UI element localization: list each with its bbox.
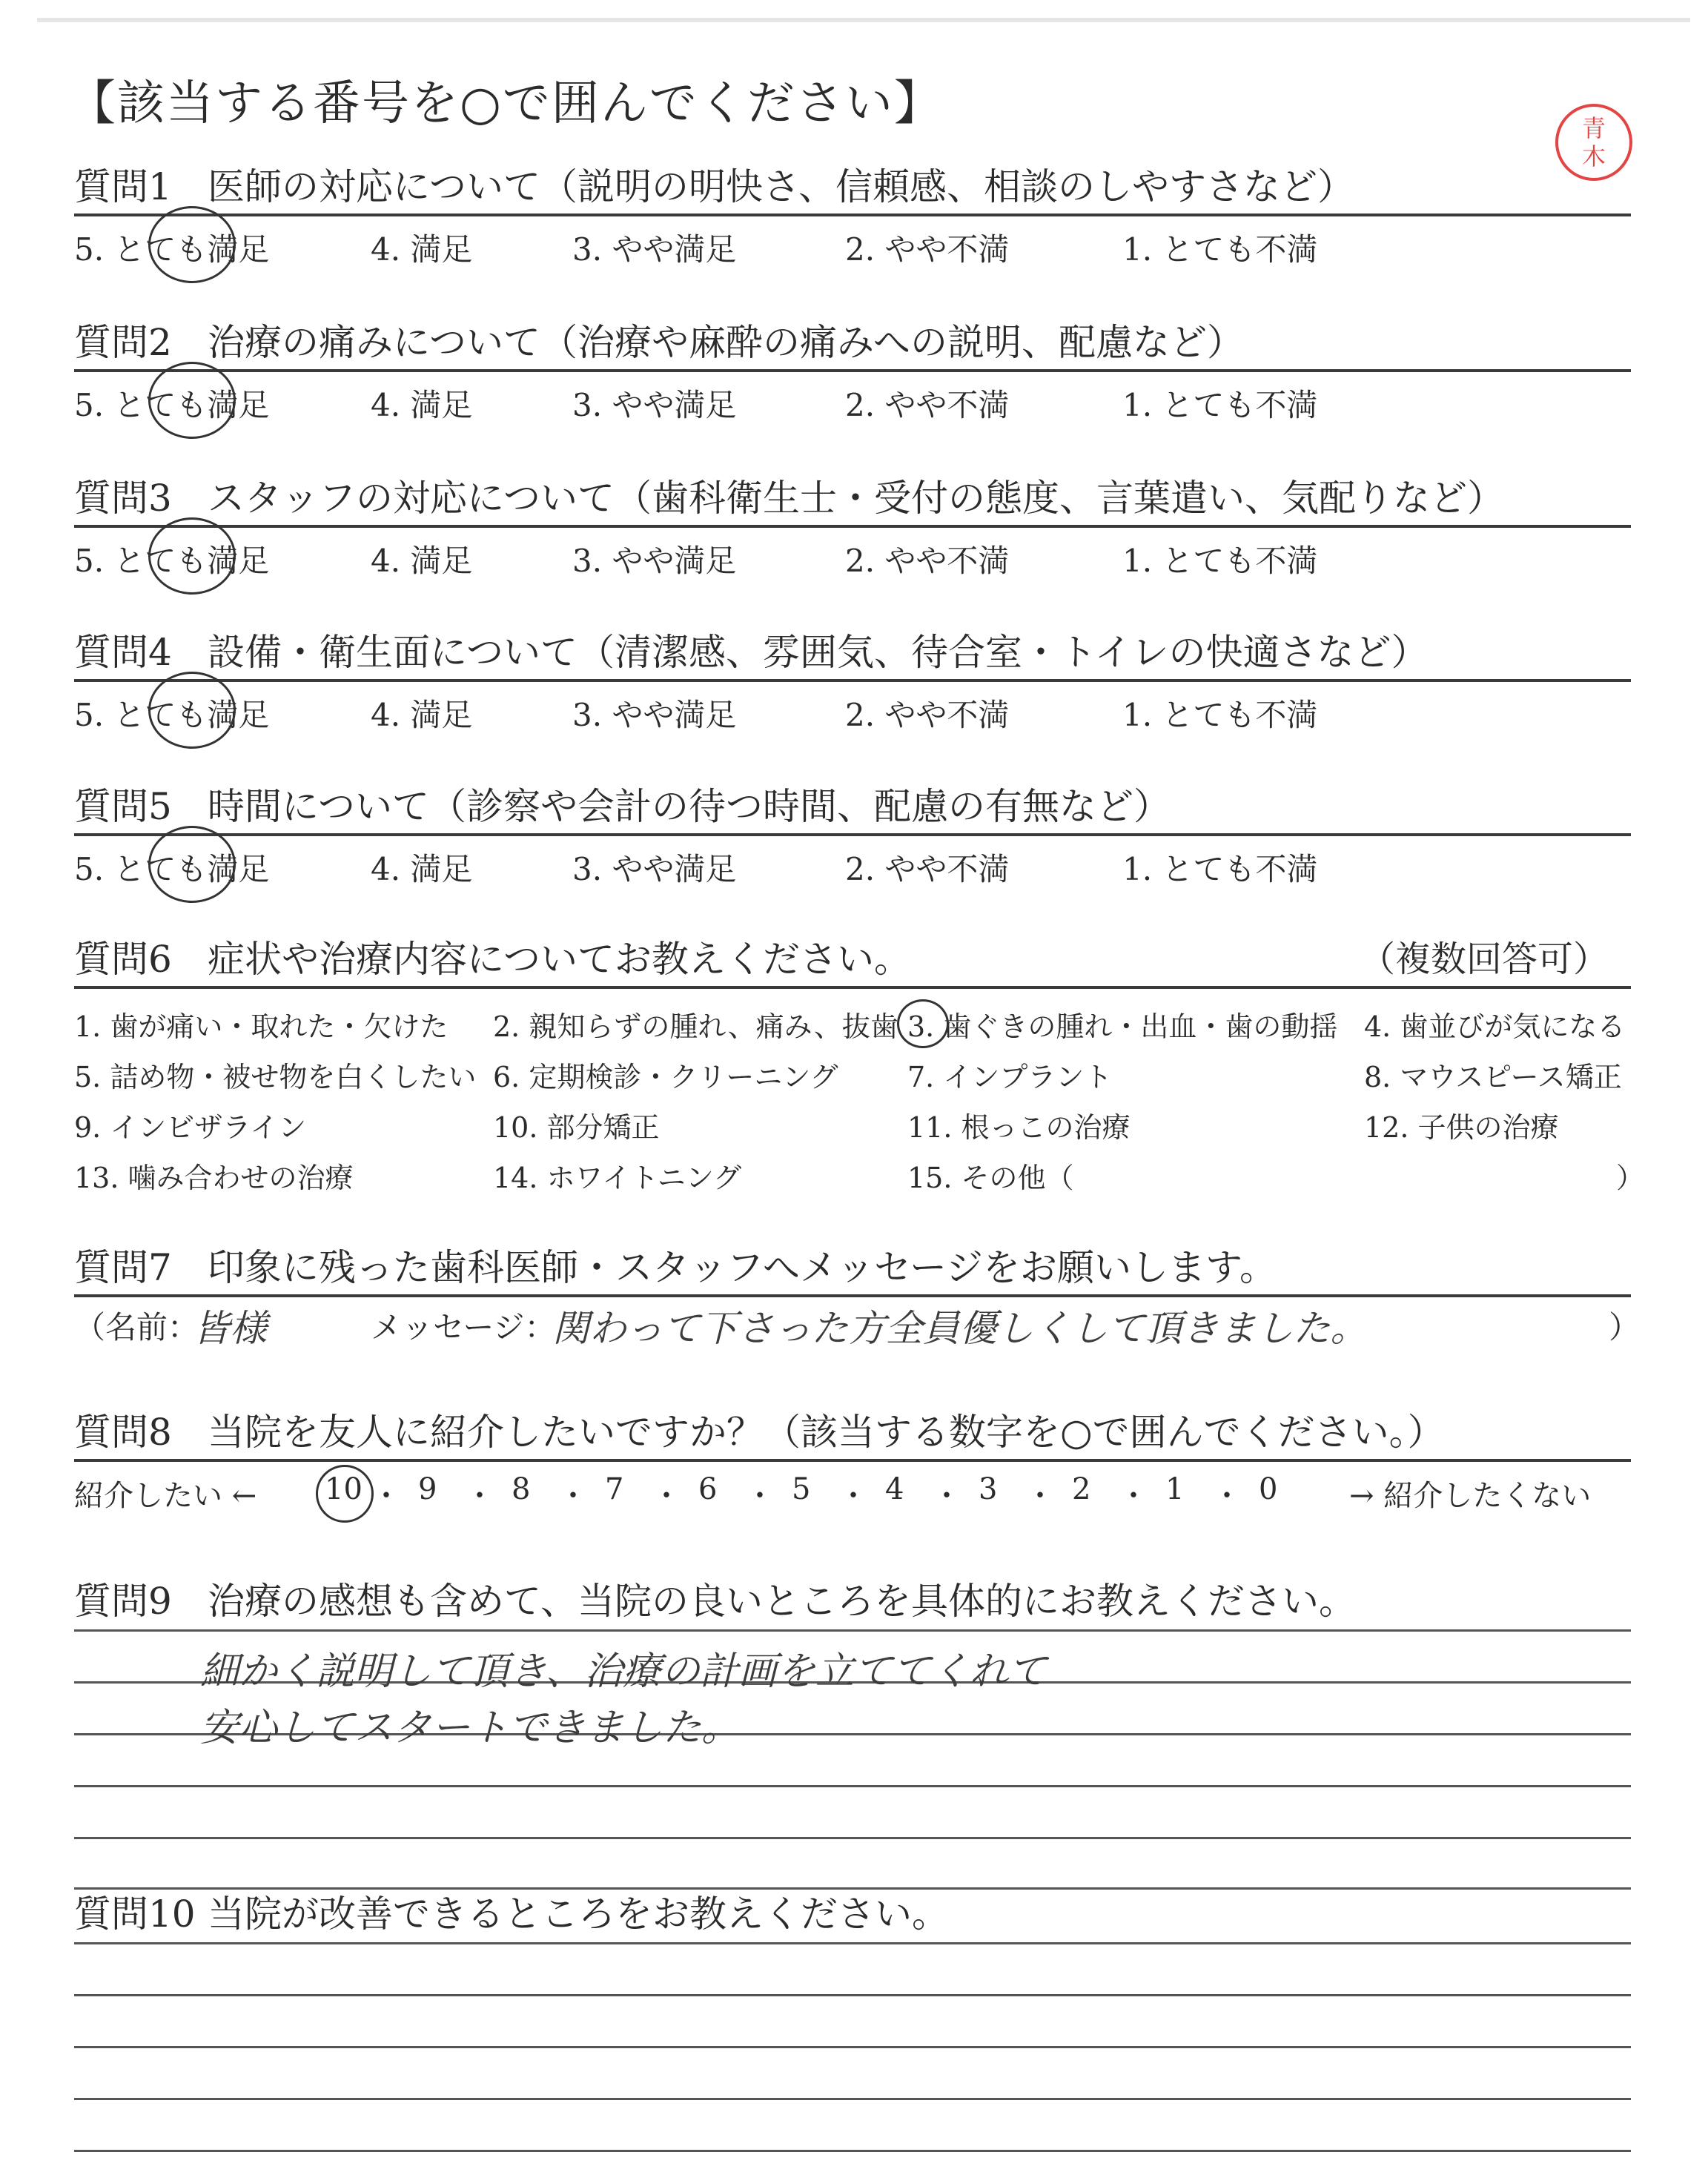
rating-option-1[interactable]: 1. とても不満 <box>1122 231 1318 268</box>
scale-value-10[interactable]: 10 <box>325 1472 363 1506</box>
rating-option-1[interactable]: 1. とても不満 <box>1122 697 1318 733</box>
selection-circle <box>148 826 236 903</box>
rating-option-5[interactable]: 5. とても満足 <box>74 231 270 268</box>
question-text: 当院を友人に紹介したいですか？（該当する数字を○で囲んでください。） <box>208 1411 1445 1454</box>
scale-value-6[interactable]: 6 <box>698 1472 718 1506</box>
rating-option-2[interactable]: 2. やや不満 <box>845 851 1010 887</box>
scale-left-label: 紹介したい ← <box>74 1479 257 1513</box>
question-text: 治療の痛みについて（治療や麻酔の痛みへの説明、配慮など） <box>208 321 1244 364</box>
rating-option-5[interactable]: 5. とても満足 <box>74 851 270 887</box>
scale-separator: ・ <box>371 1479 401 1513</box>
question-7 <box>74 1244 1641 1350</box>
symptom-option-8[interactable]: 8. マウスピース矯正 <box>1364 1061 1622 1093</box>
answer-area[interactable] <box>74 1938 1631 2175</box>
message-field[interactable]: 関わって下さった方全員優しくして頂きました。 <box>552 1307 1368 1350</box>
scale-value-2[interactable]: 2 <box>1072 1472 1091 1506</box>
question-number: 質問1 <box>74 165 172 208</box>
symptom-option-14[interactable]: 14. ホワイトニング <box>493 1162 742 1194</box>
scale-value-1[interactable]: 1 <box>1165 1472 1185 1506</box>
name-label: （名前： <box>74 1309 199 1345</box>
scale-separator: ・ <box>745 1479 775 1513</box>
question-text: 症状や治療内容についてお教えください。 <box>208 938 911 981</box>
rating-option-2[interactable]: 2. やや不満 <box>845 697 1010 733</box>
question-6 <box>74 936 1645 1204</box>
symptom-option-11[interactable]: 11. 根っこの治療 <box>907 1111 1131 1144</box>
rating-option-1[interactable]: 1. とても不満 <box>1122 387 1318 423</box>
scale-value-3[interactable]: 3 <box>979 1472 998 1506</box>
seal-stamp: 青 木 <box>1555 104 1632 181</box>
selection-circle <box>148 672 236 749</box>
scale-separator: ・ <box>932 1479 961 1513</box>
question-text: 医師の対応について（説明の明快さ、信頼感、相談のしやすさなど） <box>208 165 1354 208</box>
symptom-option-3[interactable]: 3. 歯ぐきの腫れ・出血・歯の動揺 <box>907 1010 1338 1043</box>
scale-separator: ・ <box>1025 1479 1055 1513</box>
scale-right-label: → 紹介したくない <box>1349 1479 1592 1513</box>
question-number: 質問6 <box>74 938 172 981</box>
question-10 <box>74 1890 1631 2175</box>
question-number: 質問5 <box>74 785 172 828</box>
rating-option-2[interactable]: 2. やや不満 <box>845 231 1010 268</box>
question-2 <box>74 319 1631 424</box>
rating-option-2[interactable]: 2. やや不満 <box>845 543 1010 579</box>
rating-options <box>74 528 1631 580</box>
question-number: 質問3 <box>74 477 172 520</box>
rating-options <box>74 836 1631 888</box>
scale-value-5[interactable]: 5 <box>792 1472 811 1506</box>
rating-option-4[interactable]: 4. 満足 <box>371 543 473 579</box>
name-field[interactable]: 皆様 <box>193 1307 267 1350</box>
question-1 <box>74 163 1631 268</box>
symptom-option-7[interactable]: 7. インプラント <box>907 1061 1113 1093</box>
rating-option-2[interactable]: 2. やや不満 <box>845 387 1010 423</box>
rating-option-3[interactable]: 3. やや満足 <box>572 543 737 579</box>
scale-separator: ・ <box>1119 1479 1148 1513</box>
multiple-answer-note: （複数回答可） <box>1359 938 1609 980</box>
rating-option-3[interactable]: 3. やや満足 <box>572 697 737 733</box>
rating-option-1[interactable]: 1. とても不満 <box>1122 851 1318 887</box>
question-text: 当院が改善できるところをお教えください。 <box>208 1893 949 1936</box>
scale-value-8[interactable]: 8 <box>512 1472 531 1506</box>
scale-value-4[interactable]: 4 <box>885 1472 904 1506</box>
answer-line-2: 安心してスタートできました。 <box>200 1706 741 1750</box>
recommend-scale <box>74 1462 1631 1521</box>
symptom-option-2[interactable]: 2. 親知らずの腫れ、痛み、抜歯 <box>493 1010 898 1043</box>
symptom-option-5[interactable]: 5. 詰め物・被せ物を白くしたい <box>74 1061 477 1093</box>
question-text: 印象に残った歯科医師・スタッフへメッセージをお願いします。 <box>208 1246 1277 1289</box>
rating-option-4[interactable]: 4. 満足 <box>371 851 473 887</box>
question-text: スタッフの対応について（歯科衛生士・受付の態度、言葉遣い、気配りなど） <box>208 477 1504 520</box>
rating-option-3[interactable]: 3. やや満足 <box>572 387 737 423</box>
question-text: 設備・衛生面について（清潔感、雰囲気、待合室・トイレの快適さなど） <box>208 631 1429 674</box>
rating-option-5[interactable]: 5. とても満足 <box>74 543 270 579</box>
rating-option-3[interactable]: 3. やや満足 <box>572 231 737 268</box>
scale-separator: ・ <box>1212 1479 1242 1513</box>
question-9 <box>74 1578 1631 1892</box>
question-text: 治療の感想も含めて、当院の良いところを具体的にお教えください。 <box>208 1580 1356 1623</box>
instruction-heading: 【該当する番号を○で囲んでください】 <box>68 76 943 131</box>
selection-circle <box>148 517 236 595</box>
symptom-option-12[interactable]: 12. 子供の治療 <box>1364 1111 1559 1144</box>
symptom-options <box>74 989 1645 1204</box>
rating-option-4[interactable]: 4. 満足 <box>371 697 473 733</box>
scale-separator: ・ <box>558 1479 588 1513</box>
rating-option-5[interactable]: 5. とても満足 <box>74 387 270 423</box>
question-number: 質問8 <box>74 1411 172 1454</box>
symptom-option-9[interactable]: 9. インビザライン <box>74 1111 307 1144</box>
answer-line-1: 細かく説明して頂き、治療の計画を立ててくれて <box>200 1649 1047 1694</box>
rating-option-4[interactable]: 4. 満足 <box>371 231 473 268</box>
rating-options <box>74 682 1631 734</box>
symptom-option-13[interactable]: 13. 噛み合わせの治療 <box>74 1162 354 1194</box>
scale-value-0[interactable]: 0 <box>1259 1472 1278 1506</box>
symptom-option-6[interactable]: 6. 定期検診・クリーニング <box>493 1061 838 1093</box>
question-4 <box>74 629 1631 734</box>
answer-area[interactable] <box>74 1625 1631 1892</box>
rating-option-4[interactable]: 4. 満足 <box>371 387 473 423</box>
selection-circle <box>897 999 949 1048</box>
message-label: メッセージ： <box>371 1309 556 1345</box>
question-5 <box>74 783 1631 888</box>
close-paren: ） <box>1609 1309 1641 1345</box>
question-number: 質問10 <box>74 1893 196 1936</box>
rating-option-1[interactable]: 1. とても不満 <box>1122 543 1318 579</box>
rating-options <box>74 372 1631 424</box>
scale-value-7[interactable]: 7 <box>605 1472 624 1506</box>
scale-separator: ・ <box>652 1479 681 1513</box>
rating-option-3[interactable]: 3. やや満足 <box>572 851 737 887</box>
scale-separator: ・ <box>465 1479 494 1513</box>
rating-option-5[interactable]: 5. とても満足 <box>74 697 270 733</box>
question-number: 質問2 <box>74 321 172 364</box>
rating-options <box>74 216 1631 268</box>
top-border <box>37 18 1690 22</box>
selection-circle <box>316 1465 374 1523</box>
symptom-option-4[interactable]: 4. 歯並びが気になる <box>1364 1010 1626 1043</box>
question-text: 時間について（診察や会計の待つ時間、配慮の有無など） <box>208 785 1171 828</box>
question-number: 質問4 <box>74 631 172 674</box>
scale-separator: ・ <box>838 1479 868 1513</box>
selection-circle <box>148 362 236 439</box>
question-8 <box>74 1408 1631 1521</box>
symptom-option-1[interactable]: 1. 歯が痛い・取れた・欠けた <box>74 1010 448 1043</box>
other-close-paren: ） <box>1616 1162 1645 1194</box>
question-3 <box>74 474 1631 580</box>
question-number: 質問7 <box>74 1246 172 1289</box>
question-number: 質問9 <box>74 1580 172 1623</box>
symptom-option-15[interactable]: 15. その他（ <box>907 1162 1074 1194</box>
selection-circle <box>148 206 236 283</box>
scale-value-9[interactable]: 9 <box>418 1472 437 1506</box>
symptom-option-10[interactable]: 10. 部分矯正 <box>493 1111 660 1144</box>
